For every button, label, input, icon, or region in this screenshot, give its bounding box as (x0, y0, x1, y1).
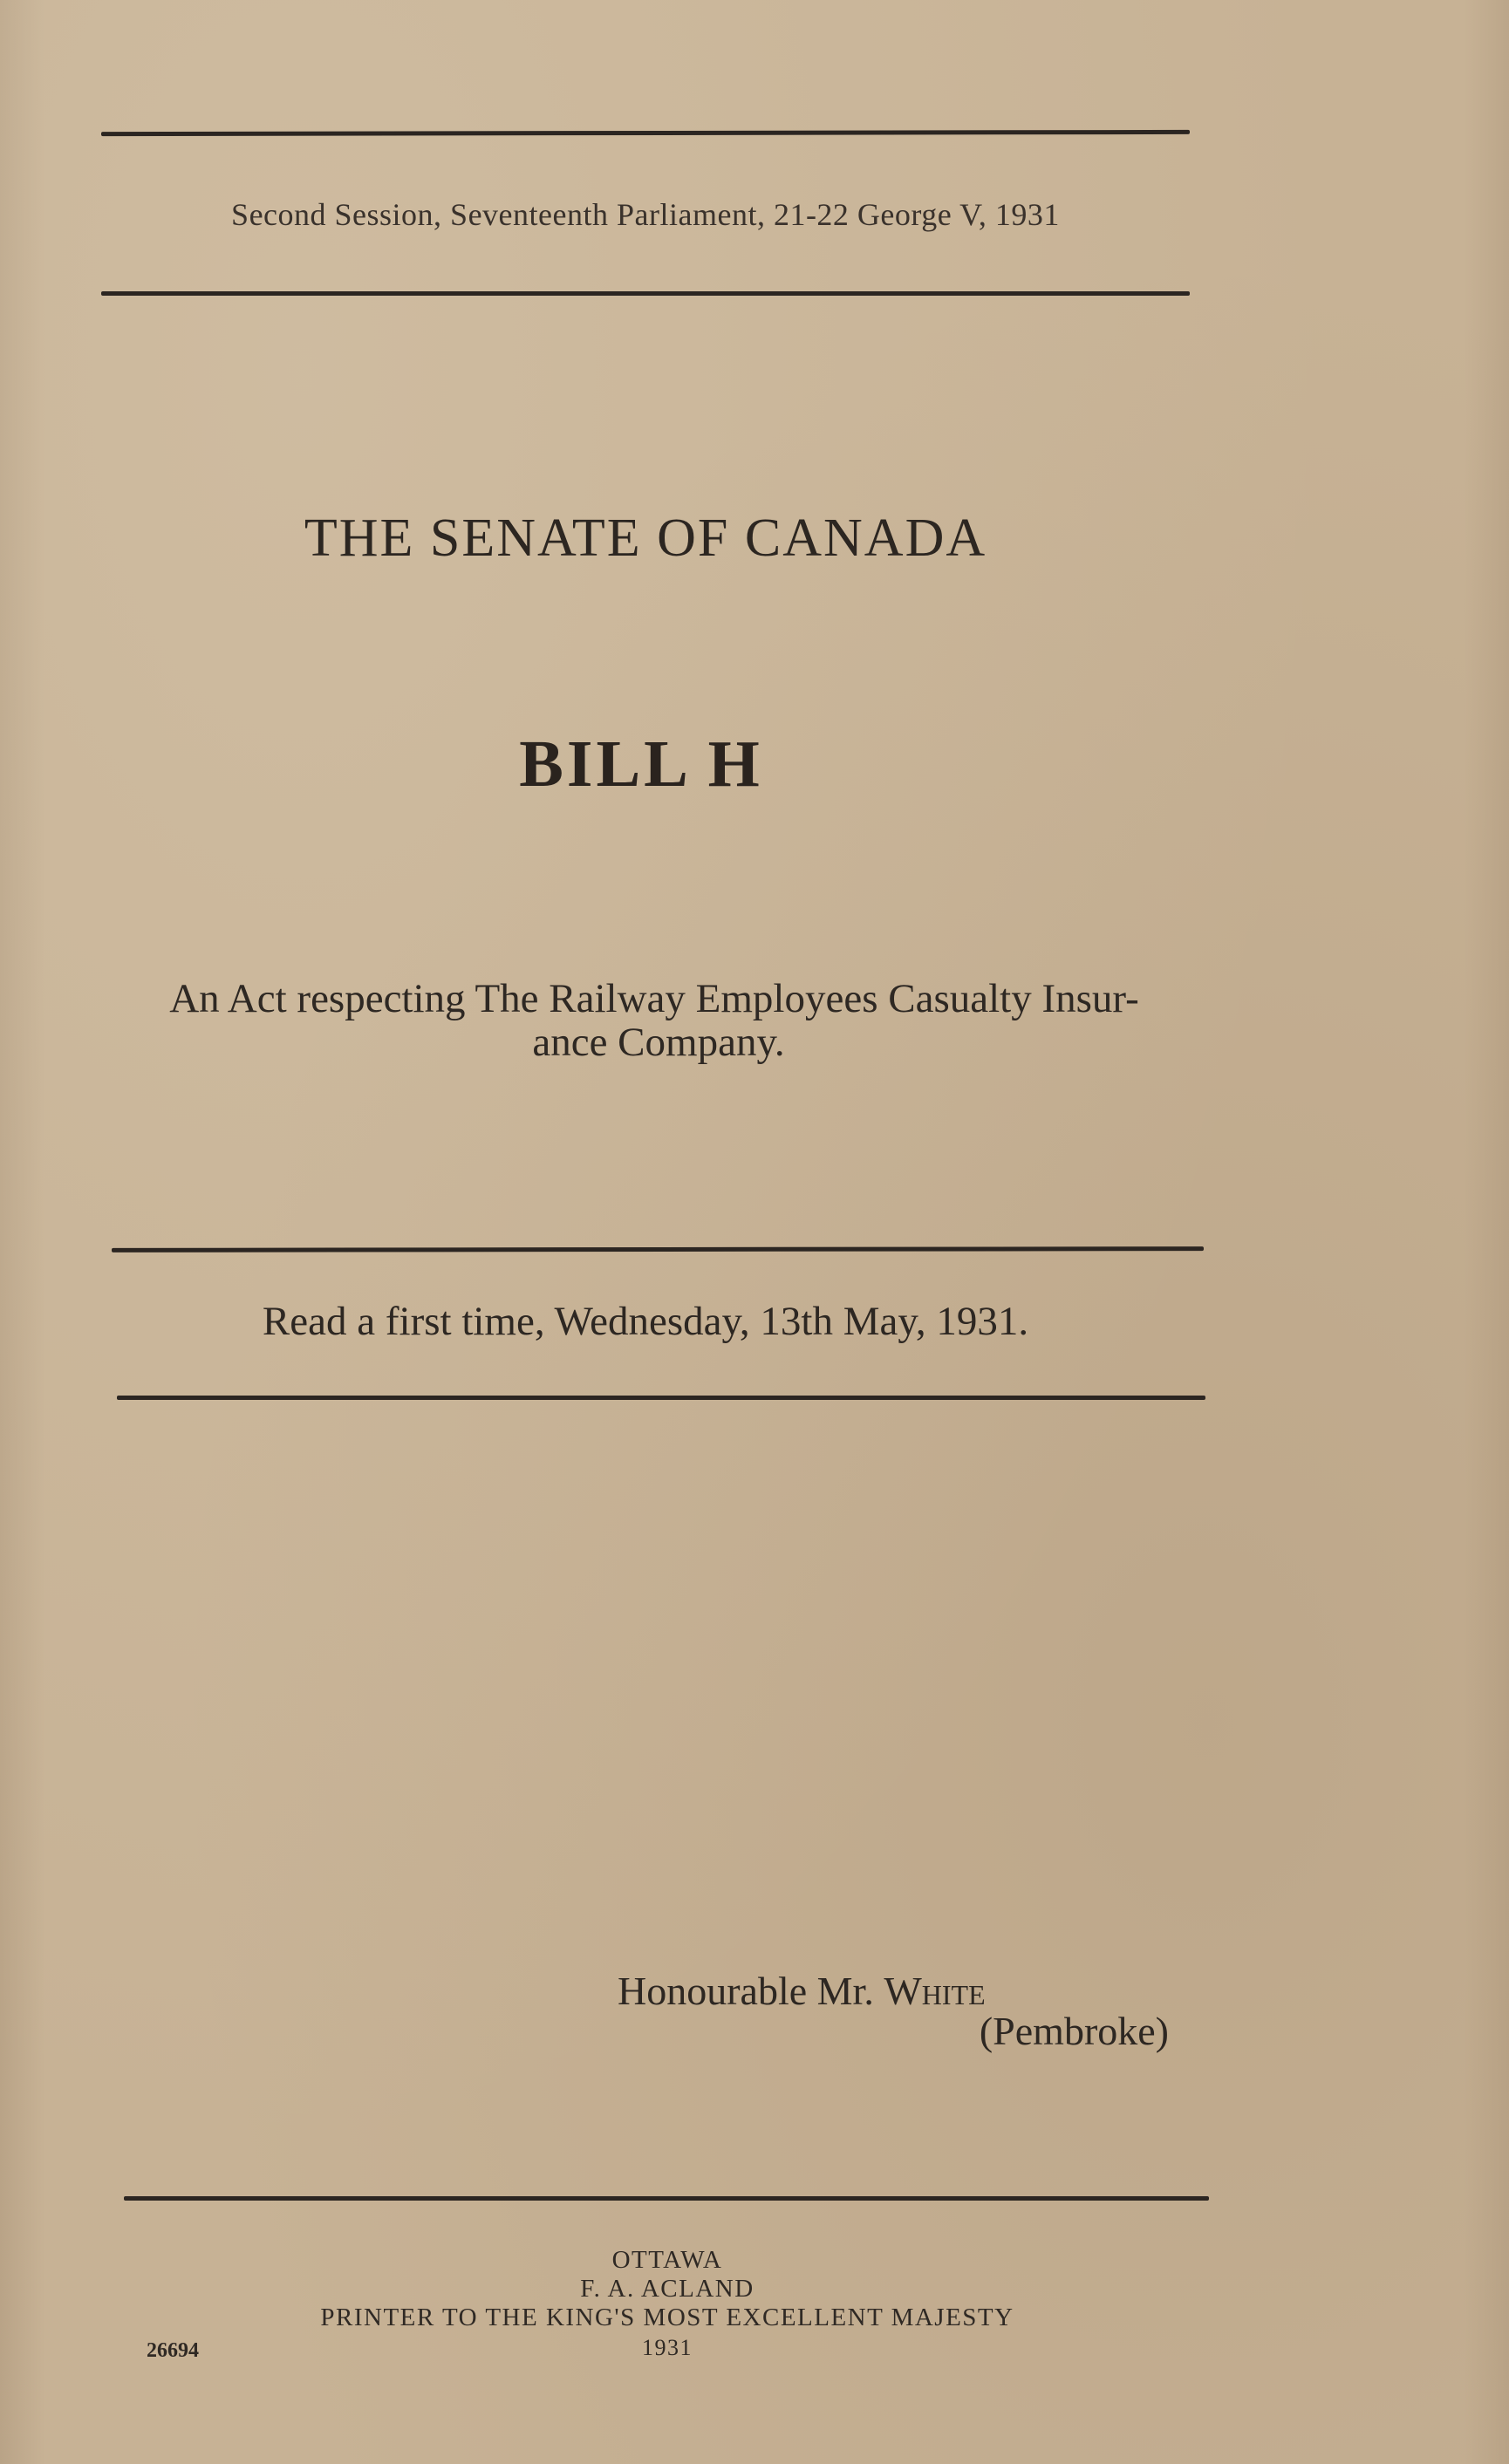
header-bottom-rule (101, 291, 1190, 296)
act-title-line-2: ance Company. (532, 1020, 785, 1065)
sponsor-prefix: Honourable Mr. (618, 1969, 874, 2013)
sponsor-name: White (884, 1969, 986, 2013)
sponsor-line (618, 1971, 986, 2011)
job-number: 26694 (147, 2339, 199, 2362)
imprint-top-rule (124, 2196, 1209, 2201)
imprint-year: 1931 (642, 2335, 693, 2360)
bill-title: BILL H (519, 727, 763, 801)
reading-top-rule (112, 1246, 1204, 1252)
chamber-title: THE SENATE OF CANADA (304, 508, 987, 568)
sponsor-riding: (Pembroke) (979, 2009, 1169, 2053)
reading-bottom-rule (117, 1396, 1205, 1400)
top-rule (101, 130, 1190, 136)
session-line: Second Session, Seventeenth Parliament, 21-22 George V, 1931 (231, 197, 1060, 232)
imprint-place: OTTAWA (611, 2246, 723, 2274)
first-reading-line: Read a first time, Wednesday, 13th May, 1931. (262, 1299, 1029, 1344)
act-title-line-1: An Act respecting The Railway Employees Casualty Insur- (169, 976, 1139, 1021)
imprint-printer: F. A. ACLAND (580, 2275, 754, 2303)
imprint-printer-title: PRINTER TO THE KING'S MOST EXCELLENT MAJESTY (320, 2304, 1014, 2331)
